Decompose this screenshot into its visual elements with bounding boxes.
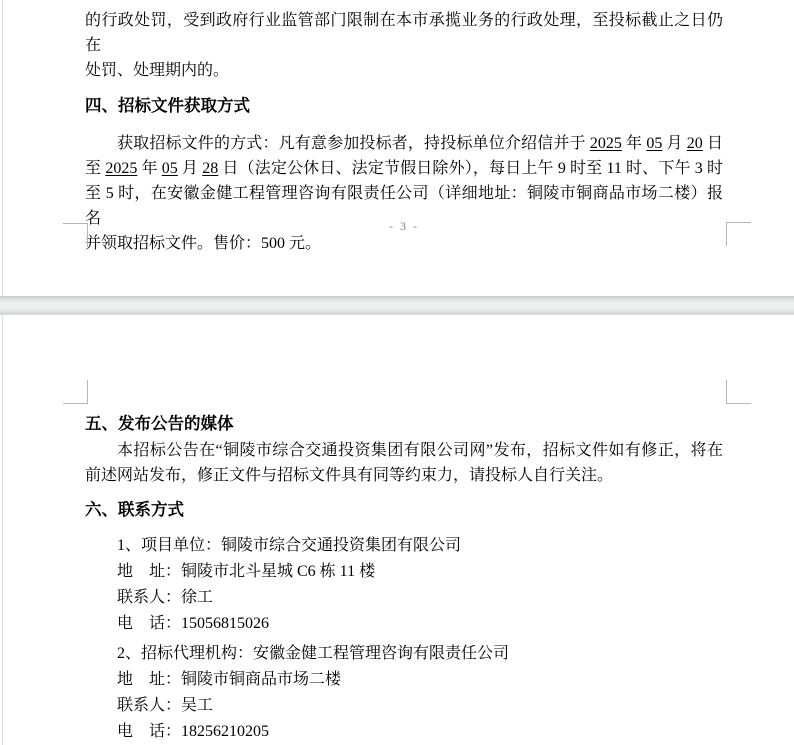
contact-line-agency: 2、招标代理机构：安徽金健工程管理咨询有限责任公司 xyxy=(117,645,510,662)
contact-info-list xyxy=(85,533,723,745)
document-page-3[interactable] xyxy=(0,0,794,296)
margin-crop-mark-top-right xyxy=(726,380,751,404)
contact-line-project-unit: 1、项目单位：铜陵市综合交通投资集团有限公司 xyxy=(117,537,462,554)
paragraph-line: 至 2025 年 05 月 28 日（法定公休日、法定节假日除外），每日上午 9 时至 11 时、下午 3 时 xyxy=(85,160,723,177)
section-4-paragraph xyxy=(85,131,723,256)
paragraph-line: 并领取招标文件。售价：500 元。 xyxy=(85,235,322,252)
document-page-4[interactable] xyxy=(0,315,794,745)
paragraph-line: 处罚、处理期内的。 xyxy=(85,62,230,79)
paragraph-line: 至 5 时，在安徽金健工程管理咨询有限责任公司（详细地址：铜陵市铜商品市场二楼）报名 xyxy=(85,185,723,227)
section-6-heading: 六、联系方式 xyxy=(85,501,184,519)
contact-line-phone: 电 话：18256210205 xyxy=(117,723,270,740)
contact-line-address: 地 址：铜陵市铜商品市场二楼 xyxy=(117,671,342,688)
page-break-gap xyxy=(0,296,794,315)
page-number-footer: - 3 - xyxy=(389,219,419,233)
margin-crop-mark-bottom-left xyxy=(63,223,88,247)
contact-line-address: 地 址：铜陵市北斗星城 C6 栋 11 楼 xyxy=(117,563,376,580)
section-5-paragraph xyxy=(85,438,723,488)
paragraph-line: 前述网站发布，修正文件与招标文件具有同等约束力，请投标人自行关注。 xyxy=(85,467,614,484)
contact-line-person: 联系人：徐工 xyxy=(117,589,214,606)
paragraph-line: 的行政处罚，受到政府行业监管部门限制在本市承揽业务的行政处理，至投标截止之日仍在 xyxy=(85,12,723,54)
margin-crop-mark-bottom-right xyxy=(726,222,751,246)
page-4-text-area xyxy=(0,315,723,745)
agency-contact-block xyxy=(85,641,723,745)
paragraph-line: 获取招标文件的方式：凡有意参加投标者，持投标单位介绍信并于 2025 年 05 月 20 日 xyxy=(117,135,723,152)
contact-line-person: 联系人：吴工 xyxy=(117,697,214,714)
project-unit-contact-block xyxy=(85,533,723,637)
paragraph-line: 本招标公告在“铜陵市综合交通投资集团有限公司网”发布，招标文件如有修正，将在 xyxy=(117,442,723,459)
page-3-text-area xyxy=(0,0,723,256)
section-4-heading: 四、招标文件获取方式 xyxy=(85,97,250,115)
contact-line-phone: 电 话：15056815026 xyxy=(117,615,270,632)
section-5-heading: 五、发布公告的媒体 xyxy=(85,415,234,433)
